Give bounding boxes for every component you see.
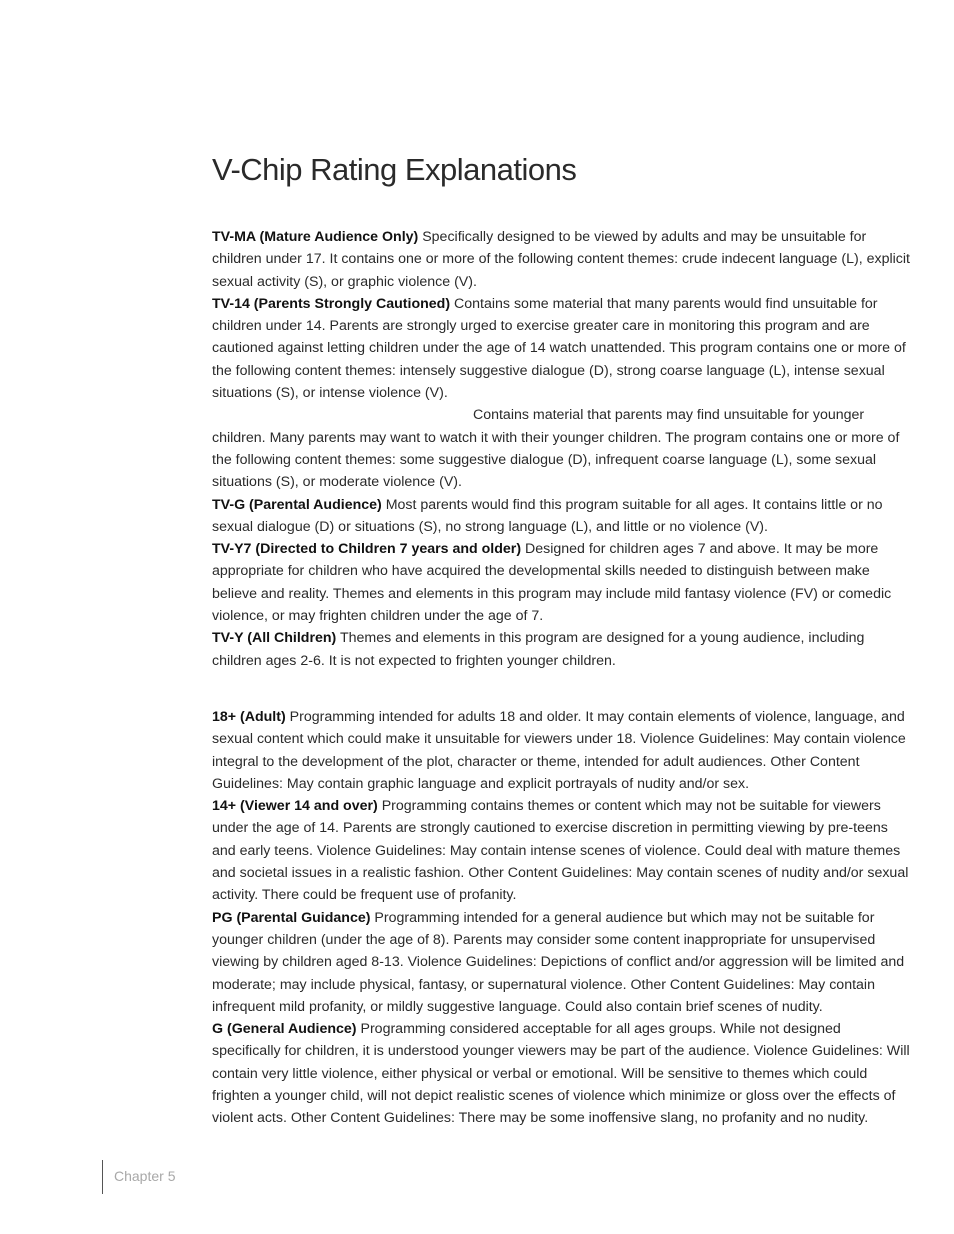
rating-description: Contains material that parents may find unsuitable for younger children. Many parents may want to watch it with their younger children. The program contains one or more of the following content themes: some suggestive dialogue (D), infrequent coarse language (L), some sexual situations (S), or moderate violence (V). xyxy=(212,407,900,491)
canadian-ratings-section xyxy=(212,706,912,1130)
rating-term: TV-MA (Mature Audience Only) xyxy=(212,229,419,245)
rating-term: PG (Parental Guidance) xyxy=(212,909,371,926)
rating-term: TV-14 (Parents Strongly Cautioned) xyxy=(212,295,451,312)
rating-term: TV-G (Parental Audience) xyxy=(212,496,382,513)
footer-chapter-label: Chapter 5 xyxy=(114,1168,176,1184)
rating-term: 14+ (Viewer 14 and over) xyxy=(212,798,378,815)
rating-description: Most parents would find this program suitable for all ages. It contains little or no sexual dialogue (D) or situations (S), no strong language (L), and little or no violence (V). xyxy=(212,496,883,535)
rating-entry-tv-ma xyxy=(212,226,912,293)
rating-description: Themes and elements in this program are designed for a young audience, including children ages 2-6. It is not expected to frighten younger children. xyxy=(212,630,865,669)
rating-entry-pg xyxy=(212,907,912,1018)
rating-entry-18-plus xyxy=(212,706,912,795)
rating-description: Designed for children ages 7 and above. It may be more appropriate for children who have acquired the developmental skills needed to distinguish between make believe and reality. Themes and elements in this program may include mild fantasy violence (FV) or comedic violence, or may frighten children under the age of 7. xyxy=(212,541,892,625)
rating-term: G (General Audience) xyxy=(212,1021,357,1038)
page-title: V-Chip Rating Explanations xyxy=(212,152,577,187)
rating-entry-tv-y xyxy=(212,627,912,672)
rating-description: Programming intended for adults 18 and older. It may contain elements of violence, language, and sexual content which could make it unsuitable for viewers under 18. Violence Guidelines: May contain violence integral to the development of the plot, character or theme, intended for adult audiences. Other Content Guidelines: May contain graphic language and explicit portrayals of nudity and/or sex. xyxy=(212,709,906,792)
rating-entry-g xyxy=(212,1018,912,1129)
rating-entry-tv-g xyxy=(212,494,912,539)
rating-description: Programming contains themes or content which may not be suitable for viewers under the age of 14. Parents are strongly cautioned to exercise discretion in permitting viewing by pre-teens and early teens. Violence Guidelines: May contain intense scenes of violence. Could deal with mature themes and societal issues in a realistic fashion. Other Content Guidelines: May contain scenes of nudity and/or sexual activity. There could be frequent use of profanity. xyxy=(212,798,909,904)
footer-divider xyxy=(102,1160,103,1194)
rating-description: Programming considered acceptable for all ages groups. While not designed specifically for children, it is understood younger viewers may be part of the audience. Violence Guidelines: Will contain very little violence, either physical or verbal or emotional. Will be sensitive to themes which could frighten a younger child, will not depict realistic scenes of violence which minimize or gloss over the effects of violent acts. Other Content Guidelines: There may be some inoffensive slang, no profanity and no nudity. xyxy=(212,1021,910,1127)
rating-description: Contains some material that many parents would find unsuitable for children under 14. Parents are strongly urged to exercise greater care in monitoring this program and are cautioned against letting children under the age of 14 watch unattended. This program contains one or more of the following content themes: intensely suggestive dialogue (D), strong coarse language (L), intense sexual situations (S), or intense violence (V). xyxy=(212,295,906,402)
rating-entry-tv-14 xyxy=(212,293,912,404)
rating-term: TV-Y7 (Directed to Children 7 years and older) xyxy=(212,541,522,558)
rating-term: 18+ (Adult) xyxy=(212,709,286,725)
rating-description: Specifically designed to be viewed by adults and may be unsuitable for children under 17. It contains one or more of the following content themes: crude indecent language (L), explicit sexual activity (S), or graphic violence (V). xyxy=(212,229,910,290)
rating-term: TV-Y (All Children) xyxy=(212,630,337,647)
tv-ratings-section xyxy=(212,226,912,672)
rating-entry-tv-y7 xyxy=(212,538,912,627)
rating-description: Programming intended for a general audience but which may not be suitable for younger children (under the age of 8). Parents may consider some content inappropriate for unsupervised viewing by children aged 8-13. Violence Guidelines: Depictions of conflict and/or aggression will be limited and moderate; may include physical, fantasy, or supernatural violence. Other Content Guidelines: May contain infrequent mild profanity, or mildly suggestive language. Could also contain brief scenes of nudity. xyxy=(212,909,905,1015)
rating-entry-tv-pg xyxy=(212,404,912,493)
rating-entry-14-plus xyxy=(212,795,912,906)
